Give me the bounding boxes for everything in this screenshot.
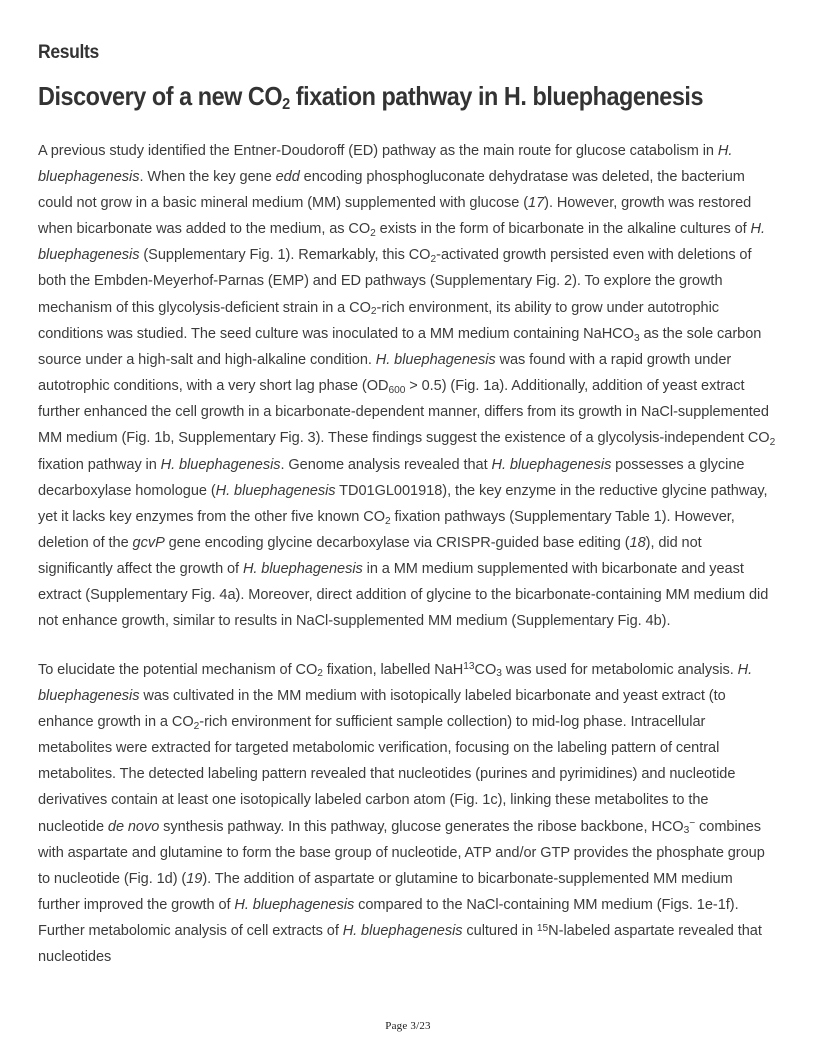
- page-footer: Page 3/23: [385, 1020, 431, 1032]
- body-paragraph-2: To elucidate the potential mechanism of $CO_2$ fixation, labelled $NaH^{13}CO_3$ was used for metabolomic analysis. H. bluephagenesis was cultivated in the MM medium with isotopically labeled bicarbonate and yeast extract (to enhance growth in a $CO_2$-rich environment for sufficient sample collection) to mid-log phase. Intracellular metabolites were extracted for targeted metabolomic verification, focusing on the labeling pattern of central metabolites. The detected labeling pattern revealed that nucleotides (purines and pyrimidines) and nucleotide derivatives contain at least one isotopically labeled carbon atom (Fig. 1c), linking these metabolites to the nucleotide de novo synthesis pathway. In this pathway, glucose generates the ribose backbone, $HCO_3^-$ combines with aspartate and glutamine to form the base group of nucleotide, ATP and/or GTP provides the phosphate group to nucleotide (Fig. 1d) (19). The addition of aspartate or glutamine to bicarbonate-supplemented MM medium further improved the growth of H. bluephagenesis compared to the NaCl-containing MM medium (Figs. 1e-1f). Further metabolomic analysis of cell extracts of H. bluephagenesis cultured in $^{15}$N-labeled aspartate revealed that nucleotides: [38, 661, 765, 966]
- body-paragraph-1: A previous study identified the Entner-Doudoroff (ED) pathway as the main route for glucose catabolism in H. bluephagenesis. When the key gene edd encoding phosphogluconate dehydratase was deleted, the bacterium could not grow in a basic mineral medium (MM) supplemented with glucose (17). However, growth was restored when bicarbonate was added to the medium, as $CO_2$ exists in the form of bicarbonate in the alkaline cultures of H. bluephagenesis (Supplementary Fig. 1). Remarkably, this $CO_2$-activated growth persisted even with deletions of both the Embden-Meyerhof-Parnas (EMP) and ED pathways (Supplementary Fig. 2). To explore the growth mechanism of this glycolysis-deficient strain in a $CO_2$-rich environment, its ability to grow under autotrophic conditions was studied. The seed culture was inoculated to a MM medium containing NaHCO$_3$ as the sole carbon source under a high-salt and high-alkaline condition. H. bluephagenesis was found with a rapid growth under autotrophic conditions, with a very short lag phase $(OD_{600} > 0.5)$ (Fig. 1a). Additionally, addition of yeast extract further enhanced the cell growth in a bicarbonate-dependent manner, differs from its growth in NaCl-supplemented MM medium (Fig. 1b, Supplementary Fig. 3). These findings suggest the existence of a glycolysis-independent $CO_2$ fixation pathway in H. bluephagenesis. Genome analysis revealed that H. bluephagenesis possesses a glycine decarboxylase homologue (H. bluephagenesis TD01GL001918), the key enzyme in the reductive glycine pathway, yet it lacks key enzymes from the other five known $CO_2$ fixation pathways (Supplementary Table 1). However, deletion of the gcvP gene encoding glycine decarboxylase via CRISPR-guided base editing (18), did not significantly affect the growth of H. bluephagenesis in a MM medium supplemented with bicarbonate and yeast extract (Supplementary Fig. 4a). Moreover, direct addition of glycine to the bicarbonate-containing MM medium did not enhance growth, similar to results in NaCl-supplemented MM medium (Supplementary Fig. 4b).: [38, 142, 776, 630]
- page-content: [38, 42, 778, 970]
- page-title: [38, 80, 704, 114]
- section-heading-results: Results: [38, 41, 99, 63]
- page-title-subscript: 2: [282, 94, 290, 113]
- page-title-part-1: Discovery of a new CO: [38, 80, 283, 111]
- page-title-part-2: fixation pathway in H. bluephagenesis: [289, 80, 704, 111]
